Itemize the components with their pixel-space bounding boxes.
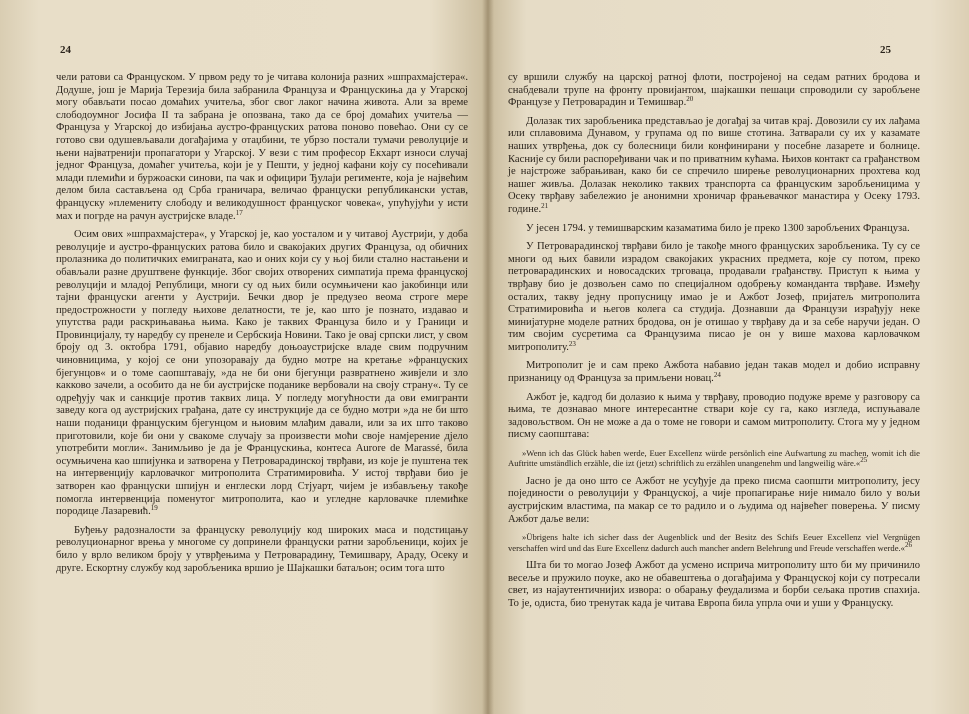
german-quote-2: »Übrigens halte ich sicher dass der Augenblick und der Besitz des Schifs Eeuer Excellenz viel Vergnügen verschaffen wird und das Eure Excellenz dadurch auch mancher andern Belehrung und Freude verschaffen werde.«$^{26}$ [508, 532, 920, 553]
left-paragraph-1: чели ратови са Француском. У првом реду то је читава колонија разних »шпрахмајстера«. Додуше, још је Марија Терезија била забранила Француза и Францускиња да у Угарској могу обављати посао домаћих учитеља, због свог лаког начина живота. Али за време слободоумног Јосифа II та забрана је опозвана, тако да се број домаћих учитеља — Француза у Угарској до избијања аустро-француских ратова поново повећао. Они су се готово сви одушевљавали догађајима у отаџбини, те убрзо постали тумачи револуције и њени најватренији пропагатори у Угарској. У вези с тим професор Екхарт износи случај једног Француза, домаћег учитеља, који је у Пешти, у једној кафани коју су посећивали млади племићи и буржоаски синови, па чак и официри Ђулаји регименте, која је највећим делом била састављена од Срба граничара, величао француски републикански устав, француску »племениту слободу и великодушност француског човека«, упућујући у исти мах и погрде на рачун аустријске владе.$^{17}$ [56, 72, 468, 222]
right-page-number: 25 [880, 44, 891, 56]
footnote-marker: 19 [150, 504, 158, 513]
footnote-marker: 23 [568, 339, 576, 348]
right-paragraph-4: У Петроварадинској тврђави било је такође много француских заробљеника. Ту су се многи од њих бавили израдом свакојаких украсних предмета, које су потом, преко петроварадинских и новосадских трговаца, продавали грађанству. Приступ к њима у тврђаву био је дозвољен само по специјалном одобрењу команданта тврђаве. Између осталих, такву једну пропусницу имао је и Ажбот Јозеф, пријатељ митрополита Стратимировића и његов колега са студија. Дознавши да Французи израђују неке минијатурне моделе ратних бродова, он је отишао у тврђаву да и за себе наручи један. О тим својим сусретима са Французима писао је он у више махова карловачком митрополиту.$^{23}$ [508, 241, 920, 353]
left-page-body [56, 72, 468, 575]
right-paragraph-1: су вршили службу на царској ратној флоти, постројеној на седам ратних бродова и снабдевали трупе на фронту провијантом, шајкашки пешаци спроводили су заробљене Французе у Петроварадин и Темишвар.$^{20}$ [508, 72, 920, 109]
right-paragraph-2: Долазак тих заробљеника представљао је догађај за читав крај. Довозили су их лађама или сплавовима Дунавом, у групама од по више стотина. Затварали су их у казамате наших утврђења, док су болесници били конфинирани у посебне лазарете и болнице. Касније су били распоређивани чак и по приватним кућама. Њихов контакт са грађанством је најстроже забрањиван, како би се спречило ширење револуционарних прохтева код нашег живља. Долазак неколико таквих транспорта са француским заробљеницима у Осеку тврђаву забележио је анонимни хроничар фрањевачког манастира у Осеку 1793. године.$^{21}$ [508, 115, 920, 215]
footnote-marker: 20 [686, 95, 694, 104]
footnote-marker: 17 [235, 208, 243, 217]
left-paragraph-3: Буђењу радозналости за француску револуцију код широких маса и подстицању револуционарног врења у многоме су допринели француски ратни заробљеници, којих је било у врло великом броју у утврђењима у Петроварадину, Темишвару, Араду, Осеку и друге. Ескортну службу код заробљеника вршио је Шајкашки батаљон; осим тога што [56, 524, 468, 574]
right-paragraph-3: У јесен 1794. у темишварским казаматима било је преко 1300 заробљених Француза. [526, 222, 910, 234]
footnote-marker: 21 [541, 201, 549, 210]
footnote-marker: 25 [860, 456, 868, 465]
german-quote-1: »Wenn ich das Glück haben werde, Euer Excellenz würde persönlich eine Aufwartung zu machen, womit ich die Auftritte umständlich erzähle, die izt (jetzt) schriftlich zu erzählen unangenehm und langweilig wäre.«$^{25}$ [508, 448, 920, 469]
right-page-body [508, 72, 920, 610]
left-page-number: 24 [60, 44, 71, 56]
right-paragraph-7: Јасно је да оно што се Ажбот не усуђује да преко писма саопшти митрополиту, јесу појединости о револуцији у Француској, а чије пропагирање није нимало било у вољи аустријским властима, па макар се то радило и о људима од највећег поверења. У писму Ажбот даље вели: [508, 475, 920, 525]
right-page [488, 0, 969, 714]
footnote-marker: 26 [904, 540, 912, 549]
left-paragraph-2: Осим ових »шпрахмајстера«, у Угарској је, као уосталом и у читавој Аустрији, у доба револуције и аустро-француских ратова било и свакојаких других Француза, од обичних пролазника до политичких емиграната, као и оних који су у њој били стално настањени и обављали разне друштвене функције. Због својих отворених симпатија према француској револуцији и младој Републици, многи су од њих били осумњичени као јакобинци или тајни француски агенти у Аустрији. Бечки двор је предузео веома строге мере предострожности у погледу њихове делатности, те је, као што је познато, издавао и упутства ради раскрињавања њима. Како је таквих Француза било и у Граници и Провинцијалу, ту наредбу су пренеле и Сербскија Новини. Тако је овај српски лист, у свом броју од 3. октобра 1791, објавио наредбу доњоаустријске владе свим подручним чиновницима, у којој се они упозоравају да будно мотре на кретање »француских бјегунцов« и о томе саопштавају, »да не би они бјегунци развратнено живјели и зло какково зачели, а особито да не би аустријске поданике вербовали на своју страну«. Ту се одређују чак и санкције против таквих лица. У погледу могућности да ови емигранти заведу кога од аустријских грађана, дате су инструкције да се будно мотри »да не би што наши поданици француским бјегунцом и њиовим млађим давали, или за их што таково приготовили, које би они у свакоме случају за произвести моћи своје намјерение дјело употребити могли«. Занимљиво је да је Францускиња, контеса Aurore de Marassé, била осумњичена као шпијунка и затворена у Петроварадинској тврђави, из које је пуштена тек на интервенцију карловачког митрополита Стратимировића. У истој тврђави био је затворен као француски шпијун и енглески лорд Стјуарт, чијем је избављењу такође помогла интервенција поменутог митрополита, као и угледне карловачке племићке породице Лазаревић.$^{19}$ [56, 229, 468, 518]
right-paragraph-8: Шта би то могао Јозеф Ажбот да усмено исприча митрополиту што би му причинило весеље и пружило поуке, ако не обавештења о догађајима у Француској који су потресали свет, из најаутентичнијих извора: о обарању феудализма и борби сељака против спахија. То је, одиста, био тренутак када је читава Европа била упрла очи и уши у Француску. [508, 560, 920, 609]
footnote-marker: 24 [713, 371, 721, 380]
right-paragraph-5: Митрополит је и сам преко Ажбота набавио један такав модел и добио исправну признаницу од Француза за примљени новац.$^{24}$ [508, 360, 920, 385]
right-paragraph-6: Ажбот је, кадгод би долазио к њима у тврђаву, проводио подуже време у разговору са њима, те дознавао многе интересантне ствари које су га, како изгледа, испуњавале задовољством. Он не може а да о томе не говори и самом митрополиту. Стога му у једном писму саопштава: [508, 391, 920, 441]
